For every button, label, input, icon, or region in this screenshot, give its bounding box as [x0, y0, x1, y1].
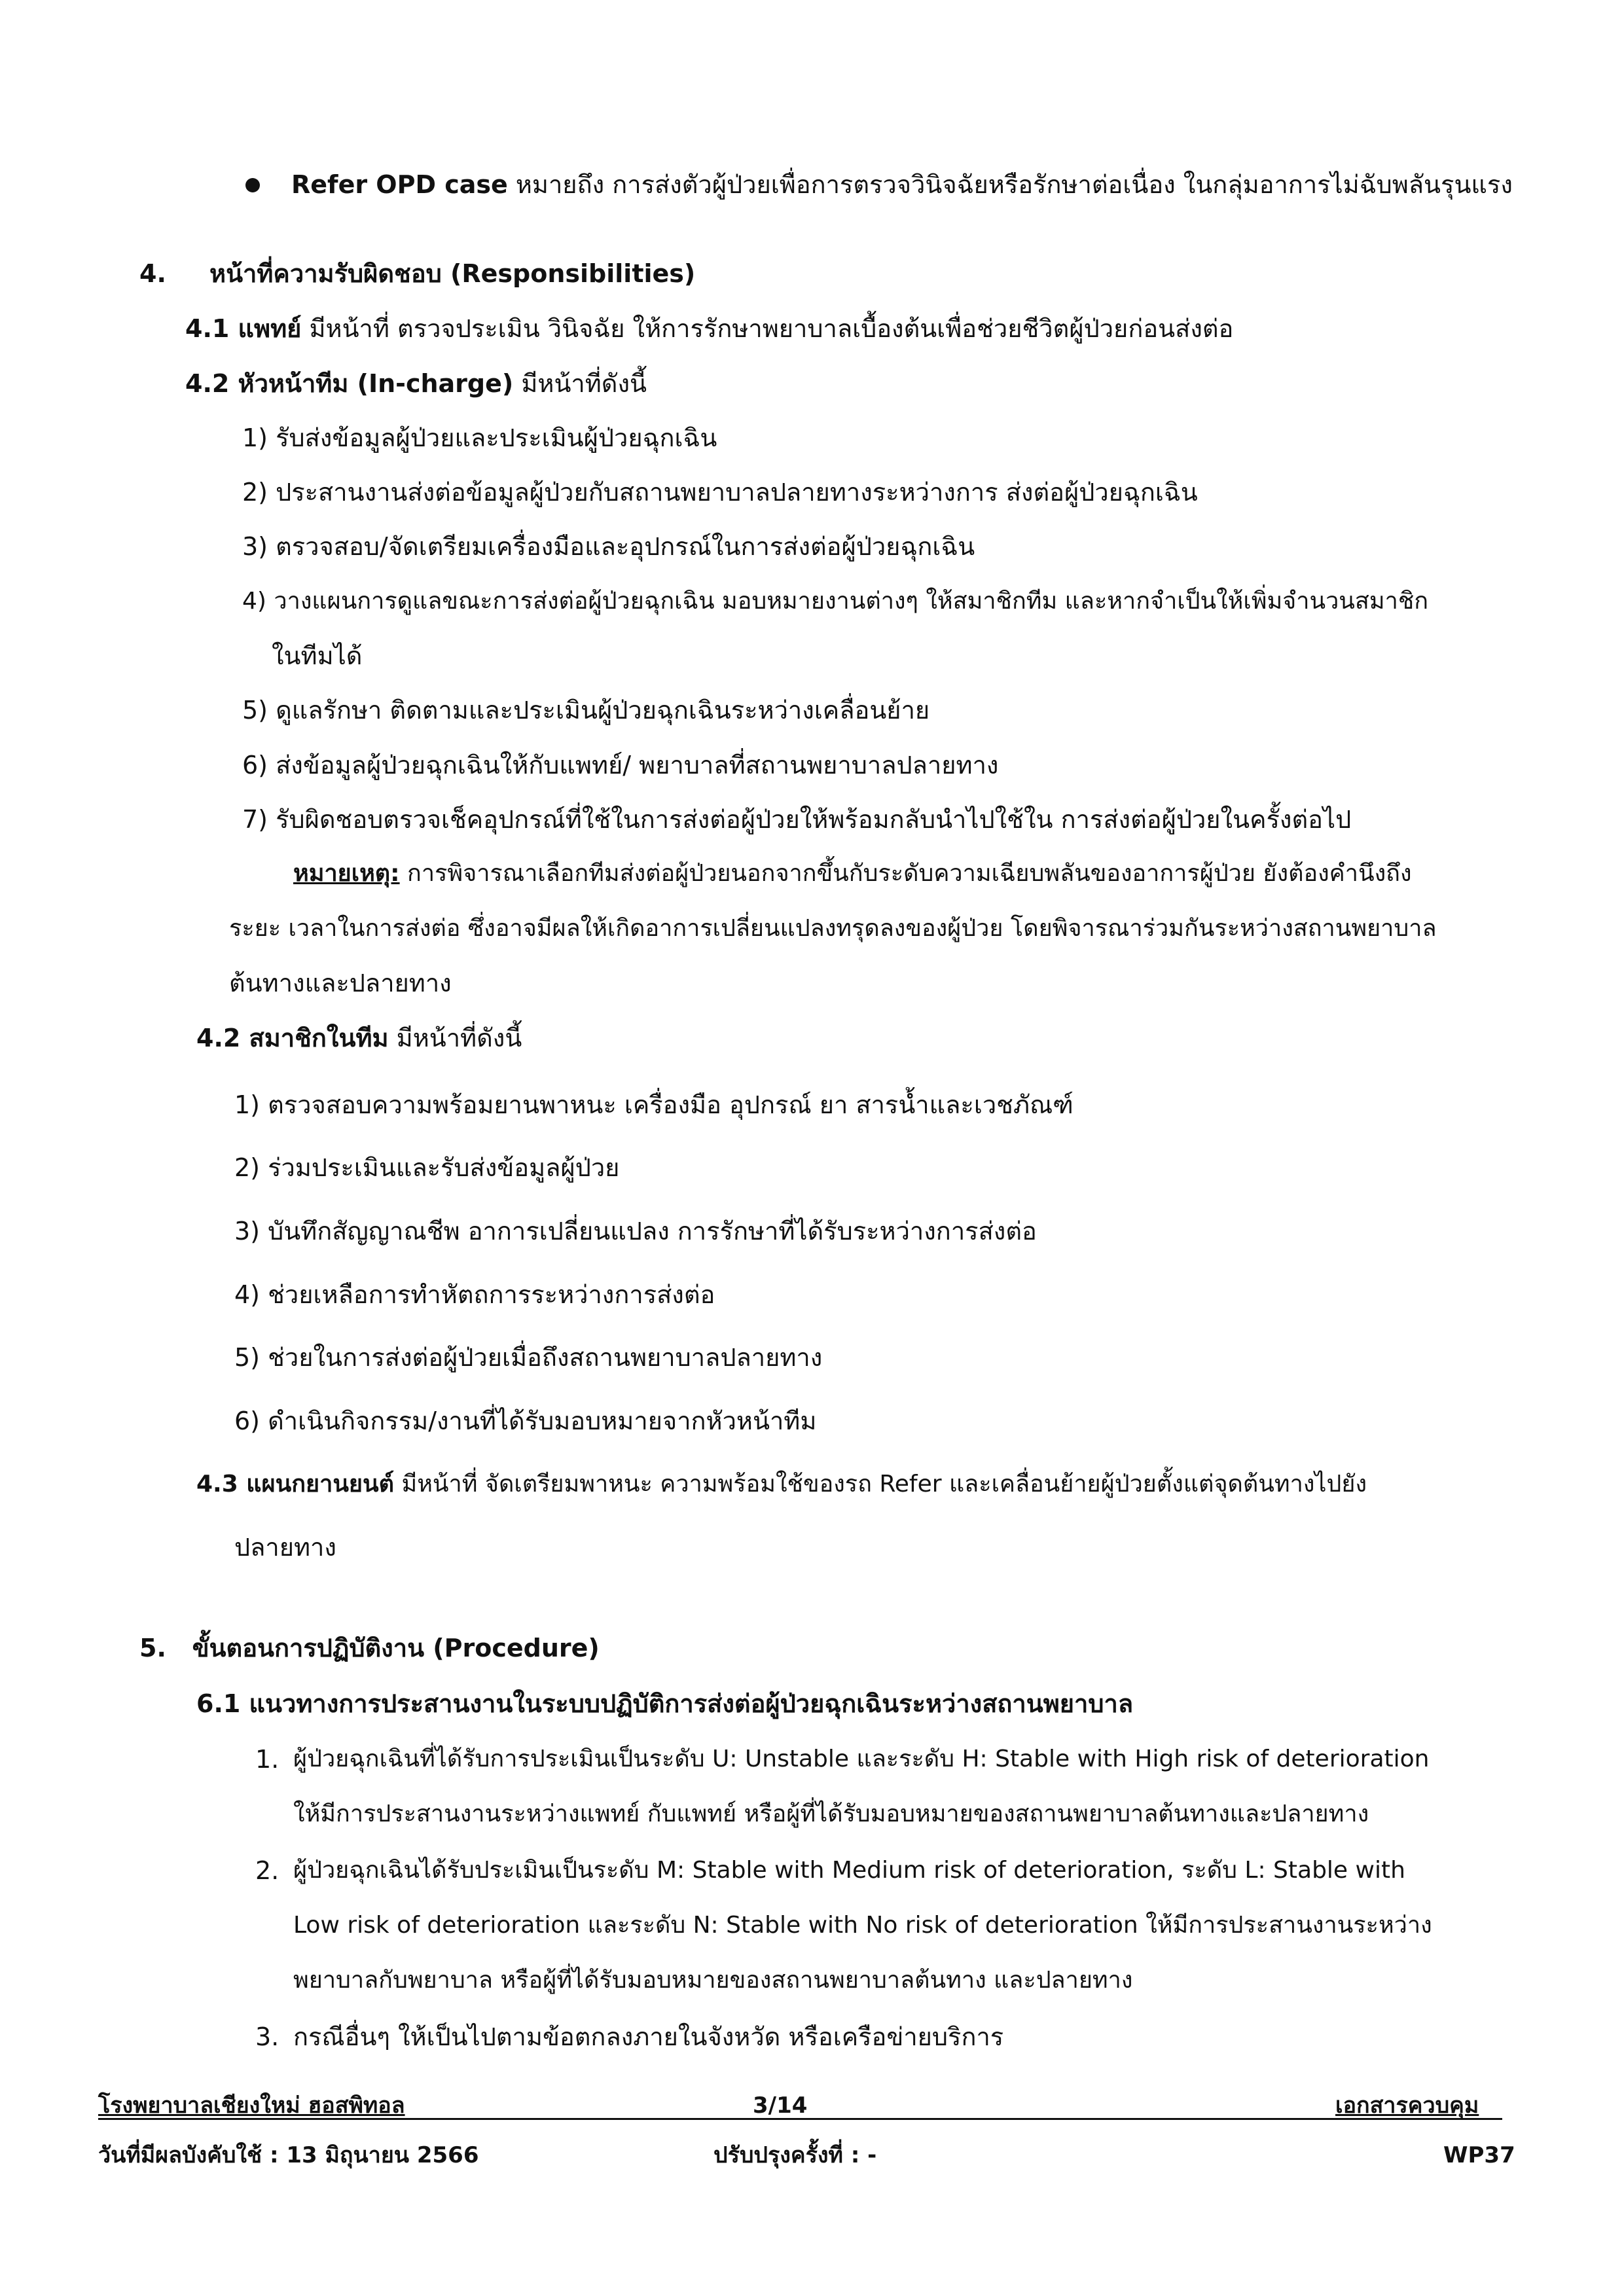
incharge-item: 1) รับส่งข้อมูลผู้ป่วยและประเมินผู้ป่วยฉุกเฉิน — [242, 423, 717, 452]
bullet-line — [291, 166, 1513, 203]
note-label: หมายเหตุ: — [293, 860, 400, 887]
sec43-line — [196, 1466, 1367, 1503]
sec42b-line — [196, 1020, 522, 1056]
sec43-text: มีหน้าที่ จัดเตรียมพาหนะ ความพร้อมใช้ของรถ Refer และเคลื่อนย้ายผู้ป่วยตั้งแต่จุดต้นทางไปยัง — [394, 1471, 1367, 1498]
member-item: 3) บันทึกสัญญาณชีพ อาการเปลี่ยนแปลง การรักษาที่ได้รับระหว่างการส่งต่อ — [234, 1217, 1037, 1246]
procedure-line: พยาบาลกับพยาบาล หรือผู้ที่ได้รับมอบหมายของสถานพยาบาลต้นทาง และปลายทาง — [293, 1967, 1133, 1994]
incharge-item: 5) ดูแลรักษา ติดตามและประเมินผู้ป่วยฉุกเฉินระหว่างเคลื่อนย้าย — [242, 696, 930, 725]
footer-controlled: เอกสารควบคุม — [1335, 2092, 1479, 2119]
note-line-2: ระยะ เวลาในการส่งต่อ ซึ่งอาจมีผลให้เกิดอาการเปลี่ยนแปลงทรุดลงของผู้ป่วย โดยพิจารณาร่วมกันระหว่างสถานพยาบาล — [229, 915, 1437, 942]
bullet-text: หมายถึง การส่งตัวผู้ป่วยเพื่อการตรวจวินิจฉัยหรือรักษาต่อเนื่อง ในกลุ่มอาการไม่ฉับพลันรุนแรง — [507, 170, 1513, 199]
sec43-label: 4.3 แผนกยานยนต์ — [196, 1471, 395, 1498]
note-line-1 — [293, 855, 1412, 892]
bullet-term: Refer OPD case — [291, 170, 508, 199]
sec41-label: 4.1 แพทย์ — [185, 314, 302, 343]
incharge-item: 7) รับผิดชอบตรวจเช็คอุปกรณ์ที่ใช้ในการส่งต่อผู้ป่วยให้พร้อมกลับนำไปใช้ใน การส่งต่อผู้ป่วยในครั้งต่อไป — [242, 805, 1352, 834]
procedure-line: ให้มีการประสานงานระหว่างแพทย์ กับแพทย์ หรือผู้ที่ได้รับมอบหมายของสถานพยาบาลต้นทางและปลายทาง — [293, 1801, 1369, 1827]
sec42b-text: มีหน้าที่ดังนี้ — [388, 1024, 522, 1052]
footer-hospital: โรงพยาบาลเชียงใหม่ ฮอสพิทอล — [98, 2092, 405, 2119]
footer-page: 3/14 — [753, 2092, 808, 2119]
note-text-1: การพิจารณาเลือกทีมส่งต่อผู้ป่วยนอกจากขึ้นกับระดับความเฉียบพลันของอาการผู้ป่วย ยังต้องคำนึงถึง — [399, 860, 1412, 887]
section4-heading: 4. หน้าที่ความรับผิดชอบ (Responsibilities) — [139, 259, 696, 288]
member-item: 6) ดำเนินกิจกรรม/งานที่ได้รับมอบหมายจากหัวหน้าทีม — [234, 1407, 817, 1435]
sec42a-text: มีหน้าที่ดังนี้ — [513, 369, 647, 398]
incharge-item: 2) ประสานงานส่งต่อข้อมูลผู้ป่วยกับสถานพยาบาลปลายทางระหว่างการ ส่งต่อผู้ป่วยฉุกเฉิน — [242, 478, 1198, 507]
procedure-number: 2. — [255, 1856, 280, 1885]
footer-code: WP37 — [1443, 2142, 1515, 2168]
bullet-dot — [245, 178, 260, 192]
sec42a-line — [185, 365, 647, 402]
sec43-cont: ปลายทาง — [234, 1533, 336, 1562]
incharge-item: 6) ส่งข้อมูลผู้ป่วยฉุกเฉินให้กับแพทย์/ พยาบาลที่สถานพยาบาลปลายทาง — [242, 751, 999, 780]
note-line-3: ต้นทางและปลายทาง — [229, 969, 452, 997]
procedure-number: 1. — [255, 1745, 280, 1774]
member-item: 5) ช่วยในการส่งต่อผู้ป่วยเมื่อถึงสถานพยาบาลปลายทาง — [234, 1343, 823, 1372]
footer-revision: ปรับปรุงครั้งที่ : - — [713, 2142, 877, 2168]
procedure-number: 3. — [255, 2022, 280, 2051]
sec61-heading: 6.1 แนวทางการประสานงานในระบบปฏิบัติการส่งต่อผู้ป่วยฉุกเฉินระหว่างสถานพยาบาล — [196, 1689, 1134, 1718]
procedure-line: Low risk of deterioration และระดับ N: Stable with No risk of deterioration ให้มีการประสานงานระหว่าง — [293, 1912, 1432, 1939]
sec42b-label: 4.2 สมาชิกในทีม — [196, 1024, 389, 1052]
incharge-item: 4) วางแผนการดูแลขณะการส่งต่อผู้ป่วยฉุกเฉิน มอบหมายงานต่างๆ ให้สมาชิกทีม และหากจำเป็นให้เพิ่มจำนวนสมาชิก — [242, 588, 1429, 615]
procedure-line: ผู้ป่วยฉุกเฉินได้รับประเมินเป็นระดับ M: Stable with Medium risk of deterioration, ระดับ L: Stable with — [293, 1857, 1405, 1884]
section5-heading: 5. ขั้นตอนการปฏิบัติงาน (Procedure) — [139, 1634, 600, 1662]
member-item: 4) ช่วยเหลือการทำหัตถการระหว่างการส่งต่อ — [234, 1280, 715, 1309]
procedure-line: ผู้ป่วยฉุกเฉินที่ได้รับการประเมินเป็นระดับ U: Unstable และระดับ H: Stable with High risk of deterioration — [293, 1746, 1430, 1772]
member-item: 1) ตรวจสอบความพร้อมยานพาหนะ เครื่องมือ อุปกรณ์ ยา สารน้ำและเวชภัณฑ์ — [234, 1090, 1074, 1119]
sec42a-label: 4.2 หัวหน้าทีม (In-charge) — [185, 369, 514, 398]
sec41-text: มีหน้าที่ ตรวจประเมิน วินิจฉัย ให้การรักษาพยาบาลเบื้องต้นเพื่อช่วยชีวิตผู้ป่วยก่อนส่งต่อ — [301, 314, 1234, 343]
incharge-item-cont: ในทีมได้ — [272, 641, 363, 670]
incharge-item: 3) ตรวจสอบ/จัดเตรียมเครื่องมือและอุปกรณ์ในการส่งต่อผู้ป่วยฉุกเฉิน — [242, 532, 975, 561]
footer-effective-date: วันที่มีผลบังคับใช้ : 13 มิถุนายน 2566 — [98, 2142, 479, 2168]
sec41-line — [185, 310, 1233, 347]
procedure-line: กรณีอื่นๆ ให้เป็นไปตามข้อตกลงภายในจังหวัด หรือเครือข่ายบริการ — [293, 2022, 1004, 2051]
member-item: 2) ร่วมประเมินและรับส่งข้อมูลผู้ป่วย — [234, 1153, 620, 1182]
